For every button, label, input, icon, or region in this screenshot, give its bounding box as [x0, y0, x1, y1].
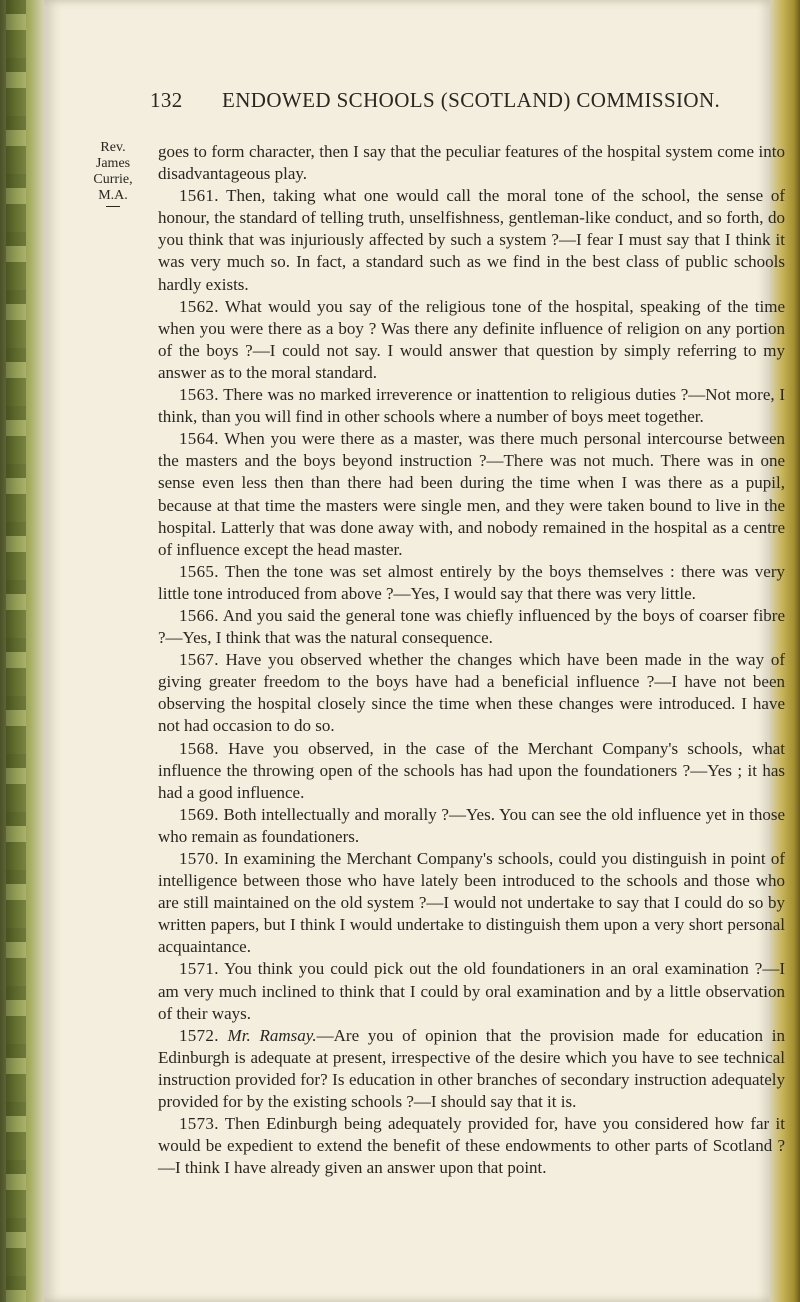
question-number: 1572.: [179, 1025, 219, 1045]
question-number: 1568.: [179, 738, 219, 758]
paragraph-text: You think you could pick out the old foundationers in an oral examination ?—I am very much inclined to think that I could by oral examination and by a little observation of their ways.: [158, 959, 785, 1023]
paragraph: [158, 1113, 785, 1179]
question-number: 1569.: [179, 804, 219, 824]
sidenote-line: Currie,: [93, 172, 133, 187]
paragraph: [158, 185, 785, 295]
paragraph-text: Then Edinburgh being adequately provided for, have you considered how far it would be expedient to extend the benefit of these endowments to other parts of Scotland ?—I think I have already given an answer upon that point.: [158, 1114, 785, 1178]
testimony-body: [158, 141, 785, 1179]
question-number: 1570.: [179, 849, 219, 868]
question-number: 1565.: [179, 561, 219, 581]
paragraph: [158, 605, 785, 649]
question-number: 1561.: [179, 186, 219, 206]
paragraph: [158, 848, 785, 958]
paragraph-text: When you were there as a master, was there much personal intercourse between the masters and the boys beyond instruction ?—There was not much. There was in one sense even less then than there had been during the time when I was there as a pupil, because at that time the masters were single men, and they were taken bound to live in the hospital. Latterly that was done away with, and nobody remained in the hospital as a centre of influence except the head master.: [158, 429, 785, 559]
sidenote-line: Rev. James: [95, 140, 131, 171]
sidenote-line: M.A.: [98, 188, 128, 203]
running-title: ENDOWED SCHOOLS (SCOTLAND) COMMISSION.: [222, 88, 721, 112]
witness-sidenote: [83, 140, 143, 207]
question-number: 1566.: [179, 605, 219, 625]
question-number: 1563.: [179, 385, 219, 405]
paragraph: [158, 804, 785, 848]
paragraph-text: Have you observed, in the case of the Merchant Company's schools, what influence the throwing open of the schools has had upon the foundationers ?—Yes ; it has had a good influence.: [158, 738, 785, 802]
binding-gutter-left: [0, 0, 44, 1302]
paragraph-text: goes to form character, then I say that the peculiar features of the hospital system come into disadvantageous play.: [158, 142, 785, 184]
paragraph-text: Both intellectually and morally ?—Yes. You can see the old influence yet in those who remain as foundationers.: [158, 804, 785, 846]
paragraph-text: Have you observed whether the changes which have been made in the way of giving greater freedom to the boys have had a beneficial influence ?—I have not been observing the hospital closely since the time when these changes were introduced. I have not had occasion to do so.: [158, 650, 785, 736]
paragraph: [158, 1025, 785, 1113]
paragraph-text: Then the tone was set almost entirely by the boys themselves : there was very little tone introduced from above ?—Yes, I would say that there was very little.: [158, 561, 785, 603]
paragraph: [158, 296, 785, 384]
question-number: 1567.: [179, 650, 219, 670]
speaker-name: Mr. Ramsay.: [227, 1025, 317, 1045]
paragraph-text: There was no marked irreverence or inattention to religious duties ?—Not more, I think, than you will find in other schools where a number of boys meet together.: [158, 385, 785, 427]
paragraph: [158, 738, 785, 804]
page-number: 132: [150, 88, 183, 112]
sidenote-rule: [106, 206, 120, 207]
paragraph: [158, 561, 785, 605]
paragraph-text: In examining the Merchant Company's schools, could you distinguish in point of intelligence between those who have lately been introduced to the schools and those who are still maintained on the old system ?—I would not undertake to say that I could do so by written papers, but I think I would undertake to distinguish them upon a very short personal acquaintance.: [158, 849, 785, 957]
question-number: 1564.: [179, 429, 219, 449]
paragraph: [158, 384, 785, 428]
paragraph: [158, 428, 785, 561]
paragraph-text: —Are you of opinion that the provision made for education in Edinburgh is adequate at present, irrespective of the desire which you have to see technical instruction provided for? Is education in other branches of secondary instruction adequately provided for by the existing schools ?—I should say that it is.: [158, 1025, 786, 1112]
paragraph-text: And you said the general tone was chiefly influenced by the boys of coarser fibre ?—Yes, I think that was the natural consequence.: [158, 605, 786, 648]
question-number: 1573.: [179, 1114, 219, 1134]
question-number: 1562.: [179, 296, 219, 316]
paragraph: [158, 958, 785, 1024]
paragraph: [158, 649, 785, 737]
paragraph: [158, 141, 785, 185]
paragraph-text: Then, taking what one would call the moral tone of the school, the sense of honour, the standard of telling truth, unselfishness, gentleman-like conduct, and so forth, do you think that was injuriously affected by such a system ?—I fear I must say that I think it was very much so. In fact, a standard such as we find in the best class of public schools hardly exists.: [158, 186, 785, 294]
paragraph-text: What would you say of the religious tone of the hospital, speaking of the time when you were there as a boy ? Was there any definite influence of religion on any portion of the boys ?—I could not say. I would answer that question by simply referring to my answer as to the moral standard.: [158, 296, 785, 382]
running-header: [150, 88, 721, 118]
question-number: 1571.: [179, 959, 219, 979]
